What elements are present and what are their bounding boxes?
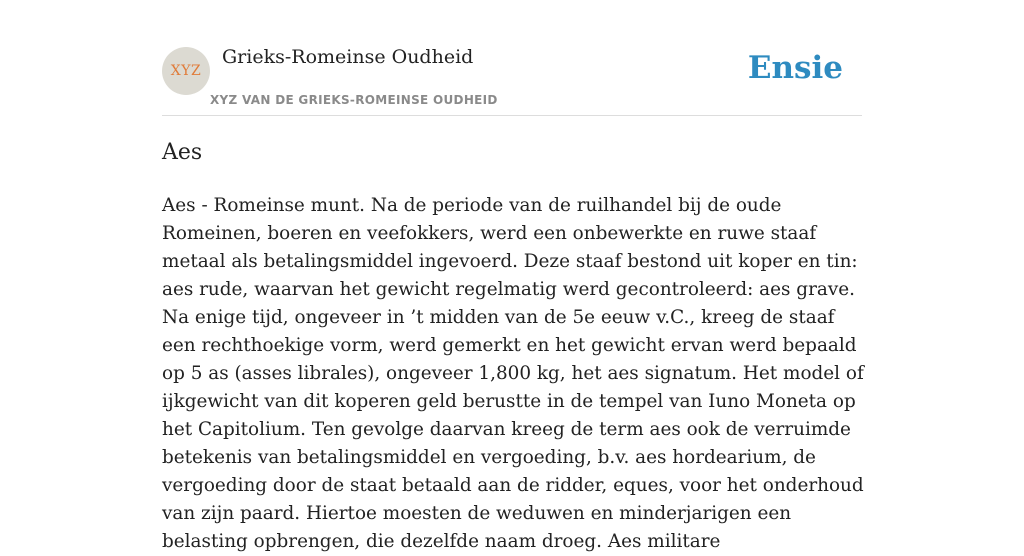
publication-title[interactable]: Grieks-Romeinse Oudheid xyxy=(222,46,474,68)
ensie-logo[interactable]: Ensie xyxy=(747,50,843,86)
publication-header xyxy=(162,0,862,116)
article-title: Aes xyxy=(162,140,203,165)
publication-subtitle: XYZ VAN DE GRIEKS-ROMEINSE OUDHEID xyxy=(210,93,498,107)
avatar-text: XYZ xyxy=(170,63,202,79)
content-container xyxy=(162,0,864,552)
publication-avatar[interactable] xyxy=(162,47,210,95)
article-body: Aes - Romeinse munt. Na de periode van de ruilhandel bij de oude Romeinen, boeren en veefokkers, werd een onbewerkte en ruwe staaf metaal als betalingsmiddel ingevoerd. Deze staaf bestond uit koper en tin: aes rude, waarvan het gewicht regelmatig werd gecontroleerd: aes grave. Na enige tijd, ongeveer in ’t midden van de 5e eeuw v.C., kreeg de staaf een rechthoekige vorm, werd gemerkt en het gewicht ervan werd bepaald op 5 as (asses librales), ongeveer 1,800 kg, het aes signatum. Het model of ijkgewicht van dit koperen geld berustte in de tempel van Iuno Moneta op het Capitolium. Ten gevolge daarvan kreeg de term aes ook de verruimde betekenis van betalingsmiddel en vergoeding, b.v. aes hordearium, de vergoeding door de staat betaald aan de ridder, eques, voor het onderhoud van zijn paard. Hiertoe moesten de weduwen en minderjarigen een belasting opbrengen, die dezelfde naam droeg. Aes militare xyxy=(162,195,864,552)
